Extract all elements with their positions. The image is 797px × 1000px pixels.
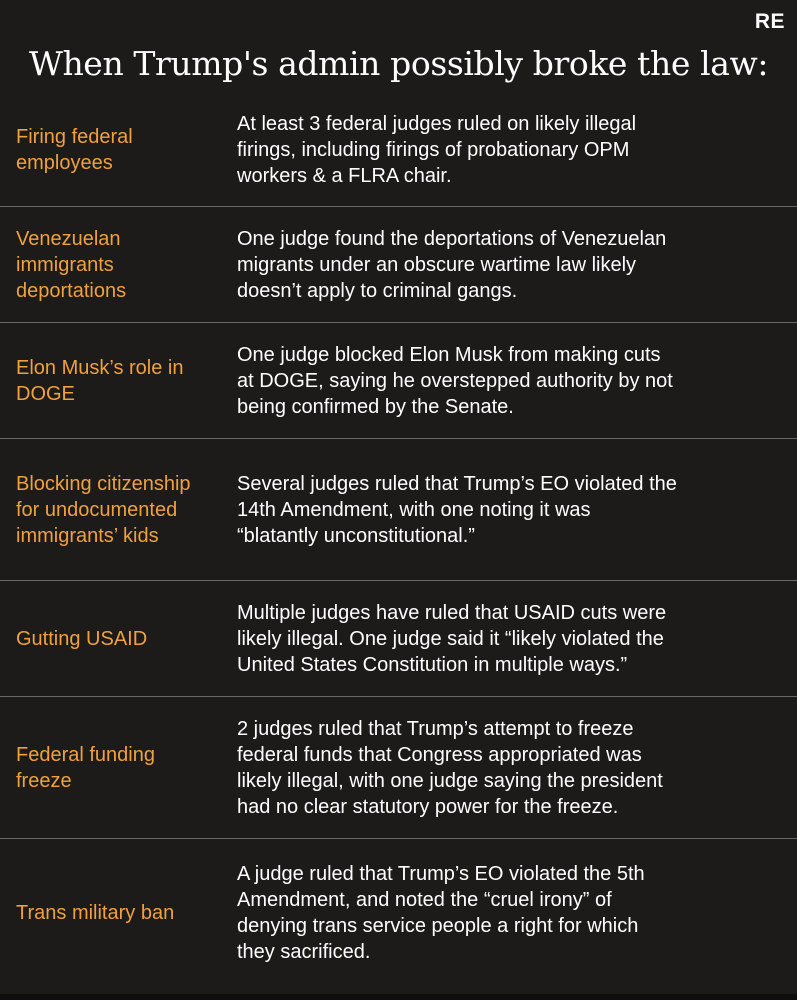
row-description: Multiple judges have ruled that USAID cuts were likely illegal. One judge said it “likely violated the United States Constitution in multiple ways.” [237, 601, 667, 676]
table-row [0, 323, 797, 439]
table-row [0, 697, 797, 839]
row-topic: Federal funding freeze [16, 743, 155, 792]
row-description: At least 3 federal judges ruled on likely illegal firings, including firings of probationary OPM workers & a FLRA chair. [237, 113, 637, 187]
table-row [0, 207, 797, 323]
row-description: One judge found the deportations of Venezuelan migrants under an obscure wartime law likely doesn’t apply to criminal gangs. [237, 227, 667, 302]
table-row [0, 839, 797, 987]
rulings-table [0, 94, 797, 987]
page-title: When Trump's admin possibly broke the law: [28, 44, 769, 83]
table-row [0, 439, 797, 581]
row-topic: Firing federal employees [16, 126, 133, 174]
row-description: A judge ruled that Trump’s EO violated the 5th Amendment, and noted the “cruel irony” of denying trans service people a right for which they sacrificed. [237, 863, 645, 963]
bottom-divider [0, 994, 797, 1000]
row-description: Several judges ruled that Trump’s EO violated the 14th Amendment, with one noting it was “blatantly unconstitutional.” [237, 472, 677, 547]
row-description: 2 judges ruled that Trump’s attempt to freeze federal funds that Congress appropriated was likely illegal, with one judge saying the president had no clear statutory power for the freeze. [237, 717, 663, 818]
brand-logo: RE [754, 10, 785, 33]
table-row [0, 581, 797, 697]
row-topic: Trans military ban [16, 902, 175, 924]
row-description: One judge blocked Elon Musk from making cuts at DOGE, saying he overstepped authority by not being confirmed by the Senate. [237, 343, 673, 418]
row-topic: Elon Musk’s role in DOGE [16, 356, 184, 405]
table-row [0, 94, 797, 207]
row-topic: Blocking citizenship for undocumented immigrants’ kids [16, 472, 191, 547]
row-topic: Gutting USAID [16, 627, 148, 650]
row-topic: Venezuelan immigrants deportations [16, 227, 127, 302]
